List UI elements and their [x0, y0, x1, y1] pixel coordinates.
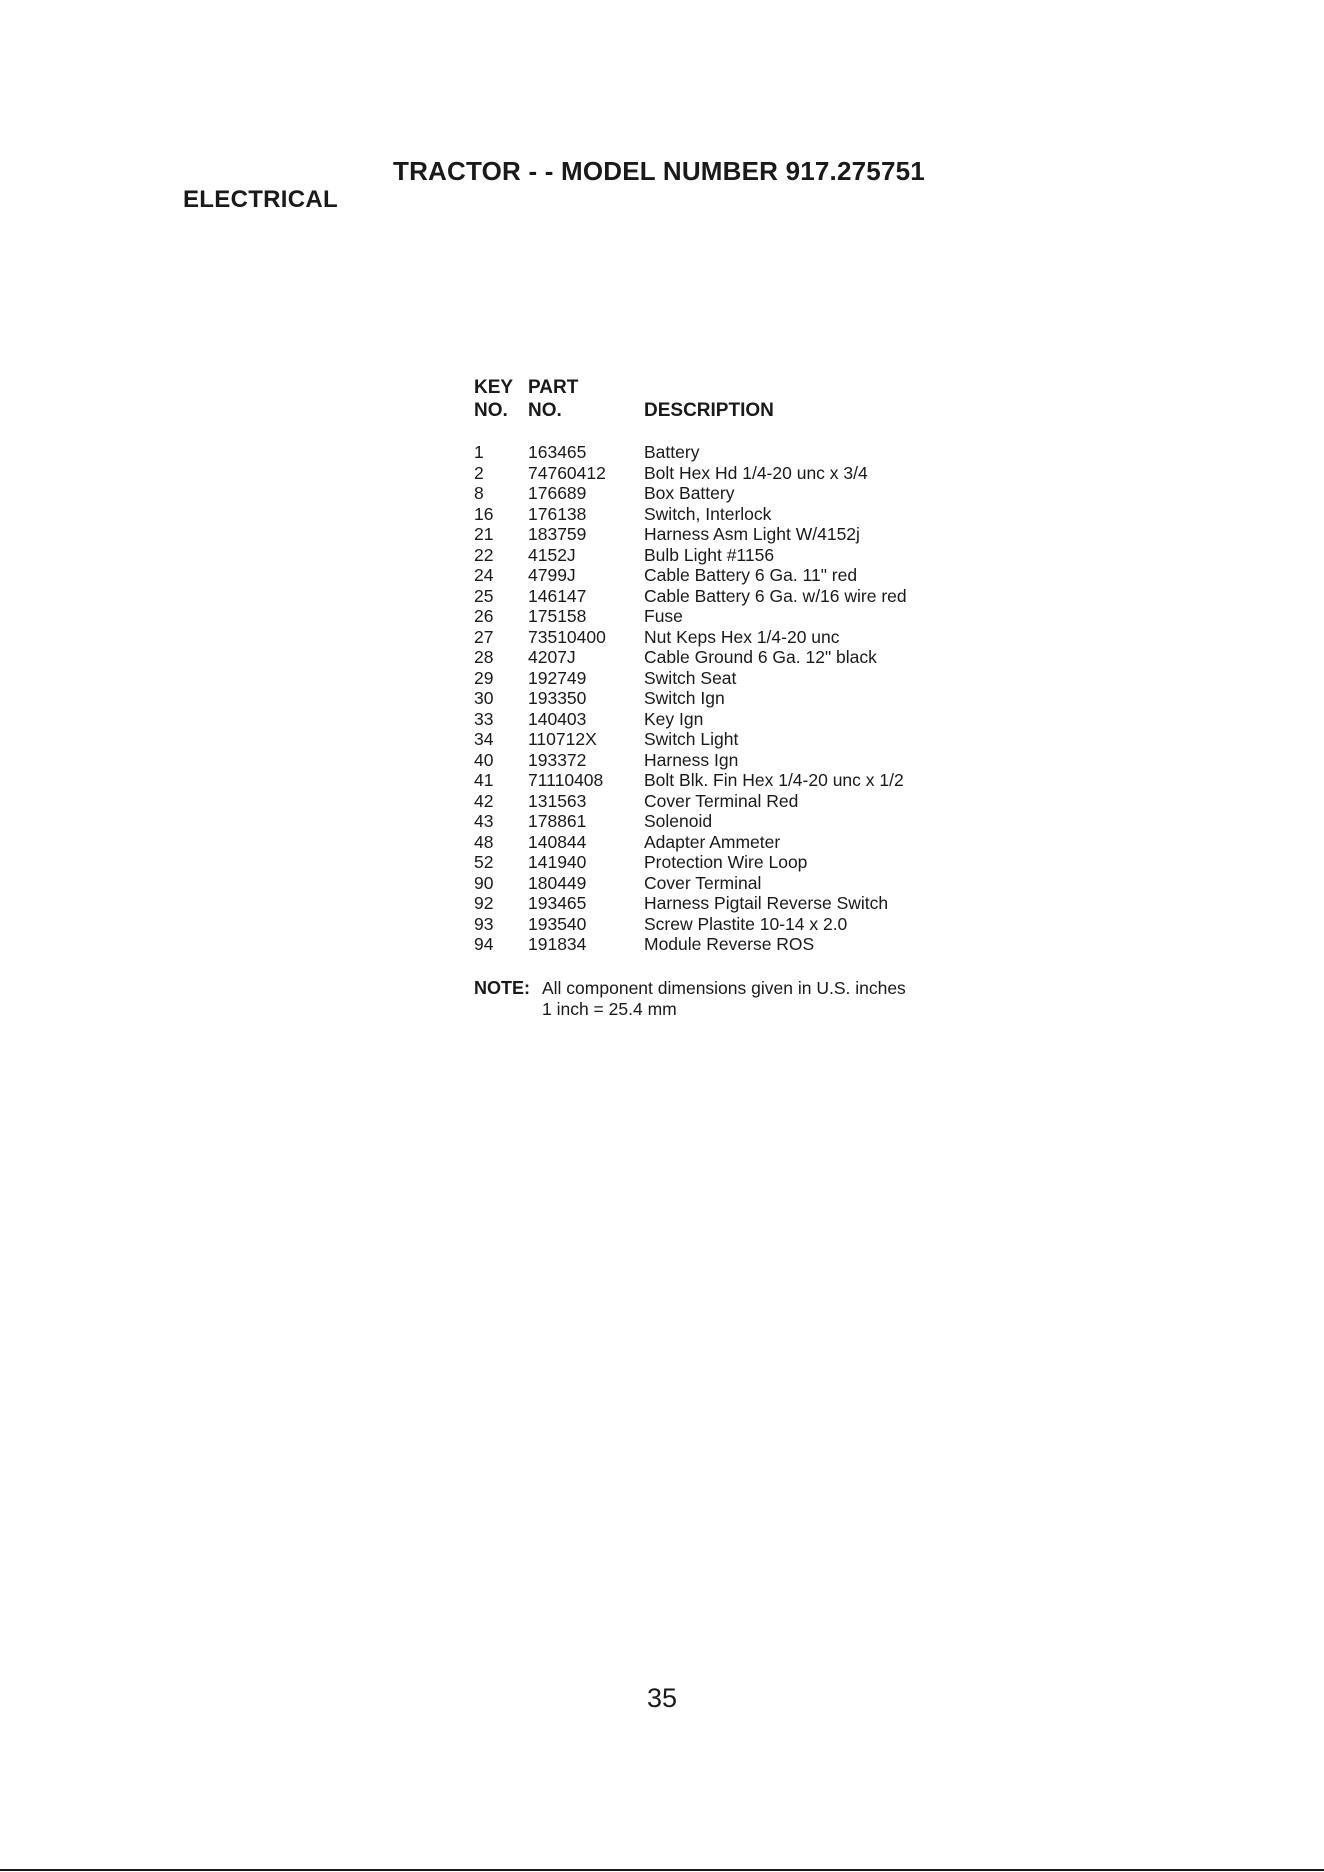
description-cell: Switch Light	[644, 729, 739, 749]
key-no-cell: 21	[474, 524, 494, 544]
key-no-cell: 26	[474, 606, 494, 626]
table-row	[474, 668, 974, 689]
table-row	[474, 504, 974, 525]
table-row	[474, 750, 974, 771]
spacer-cell	[644, 422, 974, 442]
description-cell: Switch Ign	[644, 688, 725, 708]
part-no-cell: 4799J	[528, 565, 576, 585]
description-cell: Cable Battery 6 Ga. w/16 wire red	[644, 585, 907, 606]
description-cell: Harness Ign	[644, 749, 739, 770]
table-row	[474, 934, 974, 955]
part-no-cell: 192749	[528, 667, 587, 688]
note-line-1	[474, 978, 906, 999]
description-cell: Screw Plastite 10-14 x 2.0	[644, 913, 848, 934]
parts-table-header	[474, 376, 974, 442]
part-no-cell: 163465	[528, 442, 587, 462]
table-row	[474, 545, 974, 566]
table-row	[474, 791, 974, 812]
description-cell: Bolt Blk. Fin Hex 1/4-20 unc x 1/2	[644, 770, 904, 790]
part-no-cell: 110712X	[528, 729, 597, 749]
part-no-cell: 193540	[528, 913, 587, 934]
description-cell: Module Reverse ROS	[644, 934, 815, 954]
part-no-cell: 175158	[528, 606, 587, 626]
header-row-2	[474, 399, 974, 422]
note-text-line2: 1 inch = 25.4 mm	[542, 998, 677, 1019]
key-no-cell: 28	[474, 647, 494, 667]
table-row	[474, 647, 974, 668]
header-spacer-row	[474, 422, 974, 442]
part-no-cell: 183759	[528, 524, 587, 544]
part-no-cell: 4207J	[528, 647, 576, 667]
table-row	[474, 483, 974, 504]
table-row	[474, 770, 974, 791]
note-label: NOTE:	[474, 978, 530, 998]
description-cell: Adapter Ammeter	[644, 831, 781, 852]
table-row	[474, 873, 974, 894]
key-no-cell: 41	[474, 770, 494, 790]
part-no-cell: 140403	[528, 708, 587, 729]
part-no-header-line2: NO.	[528, 400, 562, 421]
part-no-cell: 140844	[528, 831, 587, 852]
part-no-cell: 176689	[528, 483, 587, 503]
part-no-cell: 176138	[528, 503, 587, 524]
description-cell: Bolt Hex Hd 1/4-20 unc x 3/4	[644, 462, 868, 483]
part-no-header-line1: PART	[528, 377, 579, 398]
spacer-cell	[528, 422, 644, 442]
key-no-cell: 16	[474, 503, 494, 524]
parts-table-body	[474, 442, 974, 955]
table-row	[474, 442, 974, 463]
table-row	[474, 852, 974, 873]
key-no-cell: 24	[474, 565, 494, 585]
description-cell: Solenoid	[644, 811, 713, 831]
description-cell: Key Ign	[644, 708, 704, 729]
description-cell: Cover Terminal	[644, 872, 762, 893]
key-no-cell: 43	[474, 811, 494, 831]
bottom-rule	[0, 1869, 1324, 1871]
description-header-spacer	[644, 376, 974, 399]
description-header: DESCRIPTION	[644, 400, 774, 421]
key-no-cell: 2	[474, 462, 484, 483]
part-no-cell: 4152J	[528, 544, 576, 565]
key-no-cell: 1	[474, 442, 484, 462]
key-no-cell: 90	[474, 872, 494, 893]
description-cell: Fuse	[644, 606, 683, 626]
part-no-cell: 193350	[528, 688, 587, 708]
part-no-cell: 73510400	[528, 626, 606, 647]
key-no-cell: 34	[474, 729, 494, 749]
key-no-header-line1: KEY	[474, 377, 514, 398]
description-cell: Cable Ground 6 Ga. 12" black	[644, 647, 877, 667]
description-cell: Nut Keps Hex 1/4-20 unc	[644, 626, 840, 647]
table-row	[474, 688, 974, 709]
key-no-cell: 27	[474, 626, 494, 647]
part-no-cell: 193465	[528, 893, 587, 913]
table-row	[474, 463, 974, 484]
table-row	[474, 729, 974, 750]
table-row	[474, 914, 974, 935]
description-cell: Cover Terminal Red	[644, 790, 799, 811]
key-no-cell: 30	[474, 688, 494, 708]
spacer-cell	[474, 422, 528, 442]
key-no-cell: 25	[474, 585, 494, 606]
page-title: TRACTOR - - MODEL NUMBER 917.275751	[393, 156, 925, 186]
table-row	[474, 811, 974, 832]
part-no-cell: 74760412	[528, 462, 606, 483]
key-no-cell: 52	[474, 852, 494, 872]
part-no-cell: 191834	[528, 934, 587, 954]
table-row	[474, 709, 974, 730]
table-row	[474, 832, 974, 853]
header-row-1	[474, 376, 974, 399]
key-no-cell: 29	[474, 667, 494, 688]
description-cell: Switch, Interlock	[644, 503, 772, 524]
table-row	[474, 606, 974, 627]
description-cell: Protection Wire Loop	[644, 852, 808, 872]
key-no-cell: 92	[474, 893, 494, 913]
key-no-cell: 8	[474, 483, 484, 503]
key-no-cell: 93	[474, 913, 494, 934]
key-no-cell: 33	[474, 708, 494, 729]
description-cell: Harness Pigtail Reverse Switch	[644, 893, 889, 913]
description-cell: Switch Seat	[644, 667, 737, 688]
part-no-cell: 141940	[528, 852, 587, 872]
key-no-cell: 48	[474, 831, 494, 852]
note-block	[474, 978, 906, 1019]
part-no-cell: 180449	[528, 872, 587, 893]
table-row	[474, 893, 974, 914]
description-cell: Cable Battery 6 Ga. 11" red	[644, 565, 858, 585]
description-cell: Battery	[644, 442, 700, 462]
key-no-cell: 42	[474, 790, 494, 811]
page-number: 35	[646, 1683, 678, 1713]
part-no-cell: 146147	[528, 585, 587, 606]
description-cell: Harness Asm Light W/4152j	[644, 524, 860, 544]
part-no-cell: 71110408	[528, 770, 604, 790]
part-no-cell: 178861	[528, 811, 587, 831]
table-row	[474, 565, 974, 586]
key-no-cell: 94	[474, 934, 494, 954]
key-no-header-line2: NO.	[474, 400, 508, 421]
part-no-cell: 131563	[528, 790, 587, 811]
table-row	[474, 627, 974, 648]
part-no-cell: 193372	[528, 749, 587, 770]
parts-table	[474, 376, 974, 955]
table-row	[474, 586, 974, 607]
note-text-line1: All component dimensions given in U.S. inches	[542, 978, 906, 998]
description-cell: Box Battery	[644, 483, 735, 503]
description-cell: Bulb Light #1156	[644, 544, 775, 565]
key-no-cell: 40	[474, 749, 494, 770]
section-title: ELECTRICAL	[183, 186, 338, 213]
key-no-cell: 22	[474, 544, 494, 565]
table-row	[474, 524, 974, 545]
